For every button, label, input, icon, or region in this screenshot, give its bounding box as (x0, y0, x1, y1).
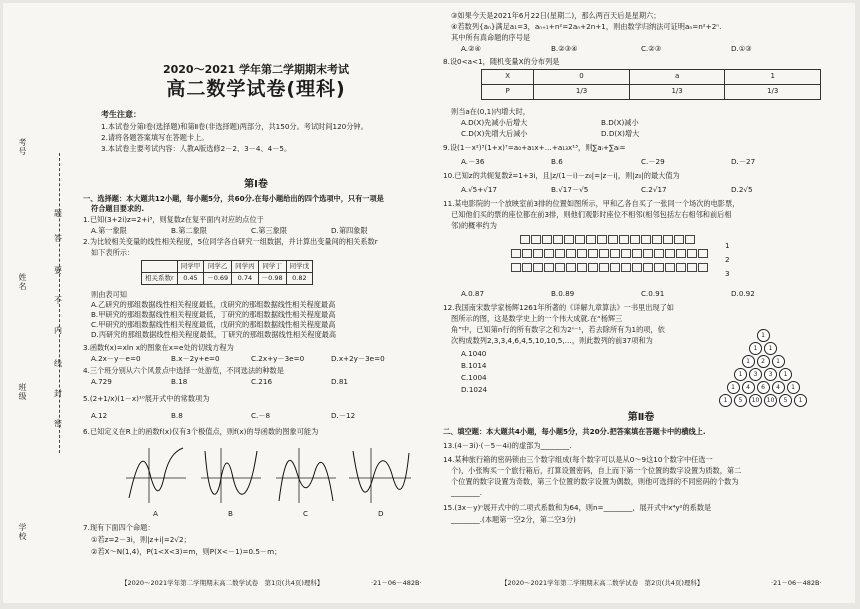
seat-box (577, 263, 587, 272)
triangle-row (703, 329, 823, 342)
exam-no-label: 考号 (18, 138, 27, 156)
class-label: 班级 (18, 383, 27, 401)
seat-box (630, 235, 640, 244)
seal-word: 要 (54, 266, 62, 275)
question-15: 15.(3x－y)ⁿ展开式中的二项式系数和为64，则n=________，展开式中x⁴y²的系数是 (443, 503, 712, 512)
table-cell: 1/3 (534, 85, 630, 100)
option: B.6 (551, 157, 563, 166)
triangle-cell: 10 (749, 394, 762, 407)
question-7: 7.现有下面四个命题： (83, 523, 155, 532)
seat-box (575, 235, 585, 244)
seat-box (544, 249, 554, 258)
question-7-statement: ④若数列{aₙ}满足a₁=3，aₙ₊₁+n²=2aₙ+2n+1，则由数学归纳法可证明aₙ=n²+2ⁿ. (451, 22, 722, 31)
seat-box (586, 235, 596, 244)
row-label: 3 (725, 269, 730, 278)
question-4-options (91, 377, 411, 387)
seat-box (533, 249, 543, 258)
section-1-title: 第Ⅰ卷 (244, 179, 268, 190)
question-4: 4.三个班分别从六个风景点中选择一处游览，不同选法的种数是 (83, 366, 284, 375)
seat-box (685, 235, 695, 244)
question-3: 3.函数f(x)=xln x的图象在x=e处的切线方程为 (83, 343, 234, 352)
option: A.②④ (461, 44, 481, 53)
page-footer: 【2020～2021学年第二学期期末高二数学试卷 第2页(共4页)理科】 (501, 579, 704, 587)
triangle-cell: 1 (772, 355, 785, 368)
option: C.216 (251, 377, 273, 386)
triangle-cell: 1 (727, 381, 740, 394)
seat-box (632, 263, 642, 272)
seat-box (588, 263, 598, 272)
option: B.D(X)减小 (601, 118, 639, 127)
question-8-options (461, 129, 741, 139)
question-8-lead: 则当a在(0,1)内增大时， (451, 107, 530, 116)
seat-box (654, 249, 664, 258)
seat-box (698, 263, 708, 272)
seat-box (621, 263, 631, 272)
option: C (303, 509, 309, 518)
seat-box (610, 249, 620, 258)
table-cell: －0.98 (258, 272, 286, 284)
seal-word: 线 (54, 359, 62, 368)
option: C.D(X)先增大后减小 (461, 129, 528, 138)
triangle-cell: 1 (794, 394, 807, 407)
triangle-cell: 4 (742, 381, 755, 394)
option: B.1014 (461, 361, 487, 370)
option: D.1024 (461, 385, 488, 394)
question-11: 11.某电影院的一个放映室前3排的位置如图所示，甲和乙各自买了一张同一个场次的电影票， (443, 199, 740, 208)
option: A.第一象限 (91, 226, 127, 235)
seat-box (522, 249, 532, 258)
table-cell: 1 (725, 70, 821, 85)
seat-box (610, 263, 620, 272)
option: D.D(X)增大 (601, 129, 640, 138)
table-cell: 相关系数r (142, 272, 178, 284)
option: A.1040 (461, 349, 487, 358)
question-8: 8.设0<a<1，随机变量X的分布列是 (443, 57, 560, 66)
triangle-cell: 1 (764, 342, 777, 355)
seat-box (553, 235, 563, 244)
seat-box (665, 249, 675, 258)
seat-box (522, 263, 532, 272)
table-cell: 1/3 (629, 85, 725, 100)
table-cell: 同学戊 (286, 261, 313, 273)
option: C.甲研究的那组数据线性相关程度最低，戊研究的那组数据线性相关程度最高 (91, 320, 336, 329)
paper-title: 高二数学试卷(理科) (166, 78, 346, 100)
question-7-statement: ③如果今天是2021年6月22日(星期二)，那么两百天后是星期六； (451, 11, 661, 20)
question-6: 6.已知定义在R上的函数f(x)仅有3个极值点，则f(x)的导函数的图象可能为 (83, 427, 319, 436)
question-13: 13.(4－3i)·(－5－4i)的虚部为________. (443, 441, 572, 450)
option: C.第三象限 (251, 226, 288, 235)
option: B.18 (171, 377, 188, 386)
notice-title: 考生注意： (101, 110, 141, 119)
question-12-cont: 图所示的图，这是数学史上的一个伟大成就.在“杨辉三 (451, 314, 623, 323)
seat-box (531, 235, 541, 244)
triangle-cell: 6 (757, 381, 770, 394)
table-cell: X (482, 70, 534, 85)
option: C.②③ (641, 44, 662, 53)
option: C.－8 (251, 411, 271, 420)
triangle-row (703, 381, 823, 394)
question-5: 5.(2+1/x)(1－x)¹⁰展开式中的常数项为 (83, 394, 210, 403)
question-10: 10.已知z的共轭复数z̄=1+3i，且|z/(1－i)－z₀|=|z－i|，则|z₀|的最大值为 (443, 171, 680, 180)
notice-item: 1.本试卷分第Ⅰ卷(选择题)和第Ⅱ卷(非选择题)两部分，共150分。考试时间120分钟。 (101, 122, 368, 131)
seat-box (597, 235, 607, 244)
seat-box (621, 249, 631, 258)
seat-box (608, 235, 618, 244)
seat-row (511, 263, 709, 277)
question-7-lead: 其中所有真命题的序号是 (451, 33, 531, 42)
table-cell: 0.82 (286, 272, 313, 284)
seat-box (520, 235, 530, 244)
option: A.乙研究的那组数据线性相关程度最低，戊研究的那组数据线性相关程度最高 (91, 300, 336, 309)
seat-row (520, 235, 709, 249)
triangle-cell: 1 (719, 394, 732, 407)
option: C.1004 (461, 373, 487, 382)
question-8-options (461, 118, 741, 128)
table-cell: 0.45 (177, 272, 204, 284)
table-cell: 1/3 (725, 85, 821, 100)
seat-box (654, 263, 664, 272)
seat-box (632, 249, 642, 258)
question-7-statement: ①若z=2－3i，则|z+i|=2√2； (91, 535, 191, 544)
seat-box (652, 235, 662, 244)
page-code: ·21－06－482B· (771, 579, 822, 587)
seal-word: 题 (54, 209, 62, 218)
question-2-cont: 如下表所示： (91, 248, 135, 257)
triangle-cell: 1 (779, 368, 792, 381)
option: D.81 (331, 377, 348, 386)
question-2-lead: 则由表可知 (91, 290, 127, 299)
page-footer: 【2020～2021学年第二学期期末高二数学试卷 第1页(共4页)理科】 (121, 579, 324, 587)
seat-box (544, 263, 554, 272)
seat-box (564, 235, 574, 244)
graph-b (201, 448, 261, 503)
option: A (153, 509, 158, 518)
seat-box (511, 263, 521, 272)
page-code: ·21－06－482B· (371, 579, 422, 587)
seat-box (663, 235, 673, 244)
triangle-cell: 1 (757, 329, 770, 342)
seat-box (665, 263, 675, 272)
table-row (482, 70, 821, 85)
question-1: 1.已知(3+2i)z=2+i³，则复数z在复平面内对应的点位于 (83, 215, 264, 224)
triangle-cell: 4 (772, 381, 785, 394)
option: A.729 (91, 377, 112, 386)
table-cell: P (482, 85, 534, 100)
seat-box (511, 249, 521, 258)
graph-a (126, 448, 186, 503)
option: A.0.87 (461, 289, 485, 298)
question-14: 14.某种旅行箱的密码锁由三个数字组成(每个数字可以是从0～9这10个数字中任选一 (443, 455, 713, 464)
page-1 (81, 3, 431, 603)
instructions-cont: 符合题目要求的. (91, 204, 145, 213)
option: C.－29 (641, 157, 665, 166)
option: A.D(X)先减小后增大 (461, 118, 528, 127)
option: D.x+2y－3e=0 (331, 354, 385, 363)
exam-title: 2020～2021 学年第二学期期末考试 (162, 63, 350, 76)
question-6-options (153, 509, 453, 519)
seat-box (698, 249, 708, 258)
triangle-cell: 5 (779, 394, 792, 407)
school-label: 学校 (18, 523, 27, 541)
option: B.②③④ (551, 44, 578, 53)
seat-box (566, 263, 576, 272)
option: D.丙研究的那组数据线性相关程度最低，丁研究的那组数据线性相关程度最高 (91, 330, 337, 339)
question-9-options (461, 157, 821, 167)
triangle-cell: 1 (749, 342, 762, 355)
option: C.2√17 (641, 185, 667, 194)
seat-box (533, 263, 543, 272)
seat-box (555, 249, 565, 258)
page-2 (441, 3, 846, 603)
seat-box (599, 249, 609, 258)
triangle-cell: 1 (787, 381, 800, 394)
table-row (142, 272, 313, 284)
table-cell: 同学丙 (232, 261, 259, 273)
option: C.0.91 (641, 289, 665, 298)
seat-box (641, 235, 651, 244)
option: B.第二象限 (171, 226, 207, 235)
table-cell (142, 261, 178, 273)
option: B.8 (171, 411, 183, 420)
question-11-options (461, 289, 821, 299)
question-3-options (91, 354, 411, 364)
triangle-cell: 10 (764, 394, 777, 407)
notice-item: 3.本试卷主要考试内容：人教A版选修2－2、3－4、4－5。 (101, 144, 292, 153)
question-15-cont: ________.(本题第一空2分，第二空3分) (451, 515, 576, 524)
table-cell: 同学丁 (258, 261, 286, 273)
table-row (482, 85, 821, 100)
seat-box (588, 249, 598, 258)
yang-hui-triangle (703, 329, 823, 407)
correlation-table (141, 260, 313, 285)
option: B.x－2y+e=0 (171, 354, 220, 363)
option: D.第四象限 (331, 226, 368, 235)
seat-box (542, 235, 552, 244)
triangle-row (703, 394, 823, 407)
seat-box (577, 249, 587, 258)
option: B (228, 509, 233, 518)
name-label: 姓名 (18, 273, 27, 291)
seat-box (687, 263, 697, 272)
option: D.0.92 (731, 289, 755, 298)
option: A.√5+√17 (461, 185, 497, 194)
option: D.－12 (331, 411, 356, 420)
question-11-cont: 已知他们买的票的座位都在前3排，则他们观影时座位不相邻(相邻包括左右相邻和前后相 (451, 210, 732, 219)
seat-box (643, 263, 653, 272)
triangle-cell: 1 (742, 355, 755, 368)
question-7-statement: ②若X～N(1,4)，P(1<X<3)=m，则P(X<－1)=0.5－m； (91, 547, 282, 556)
option: B.甲研究的那组数据线性相关程度最低，丁研究的那组数据线性相关程度最高 (91, 310, 336, 319)
question-10-options (461, 185, 821, 195)
option: B.√17－√5 (551, 185, 589, 194)
seat-diagram (511, 235, 709, 277)
section-2-title: 第Ⅱ卷 (627, 412, 655, 423)
triangle-row (703, 342, 823, 355)
triangle-cell: 2 (757, 355, 770, 368)
row-label: 2 (725, 255, 730, 264)
row-label: 1 (725, 241, 730, 250)
notice-item: 2.请将各题答案填写在答题卡上。 (101, 133, 209, 142)
distribution-table (481, 69, 821, 100)
seal-word: 内 (54, 326, 62, 335)
seat-box (619, 235, 629, 244)
table-cell: 0.74 (232, 272, 259, 284)
question-5-options (91, 411, 411, 421)
question-14-cont: 个位置的数字设置为奇数，第三个位置的数字设置为偶数，则他可选择的不同密码的个数为 (451, 477, 739, 486)
triangle-row (703, 355, 823, 368)
question-14-cont: 个)，小张购买一个旅行箱后，打算设置密码，自上而下第一个位置的数字设置为质数，第二 (451, 466, 742, 475)
table-cell: a (629, 70, 725, 85)
seat-box (676, 263, 686, 272)
question-2: 2.为比较相关变量的线性相关程度，5位同学各自研究一组数据，并计算出变量间的相关系数r (83, 237, 378, 246)
question-1-options (91, 226, 411, 236)
option: D.①③ (731, 44, 752, 53)
instructions: 一、选择题：本大题共12小题，每小题5分，共60分.在每小题给出的四个选项中，只有一项是 (83, 194, 384, 203)
option: A.12 (91, 411, 108, 420)
seat-box (643, 249, 653, 258)
option: D (378, 509, 384, 518)
exam-sheet (3, 3, 855, 603)
table-cell: 同学甲 (177, 261, 204, 273)
seat-box (676, 249, 686, 258)
seat-box (687, 249, 697, 258)
question-12-cont: 角”中，已知第n行的所有数字之和为2ⁿ⁻¹，若去除所有为1的项，依 (451, 325, 665, 334)
option: D.2√5 (731, 185, 753, 194)
triangle-row (703, 368, 823, 381)
seat-box (555, 263, 565, 272)
triangle-cell: 1 (734, 368, 747, 381)
question-11-cont: 邻)的概率约为 (451, 221, 497, 230)
question-12: 12.我国南宋数学家杨辉1261年所著的《详解九章算法》一书里出现了如 (443, 303, 674, 312)
seat-row (511, 249, 709, 263)
binding-strip (3, 3, 78, 603)
triangle-cell: 5 (734, 394, 747, 407)
seal-word: 封 (54, 389, 62, 398)
option: B.0.89 (551, 289, 575, 298)
table-cell: －0.69 (204, 272, 232, 284)
seal-word: 不 (54, 296, 62, 305)
derivative-graphs (121, 443, 421, 508)
option: A.2x－y－e=0 (91, 354, 141, 363)
question-14-cont: ________. (451, 488, 483, 497)
option: C.2x+y－3e=0 (251, 354, 305, 363)
table-row (142, 261, 313, 273)
table-cell: 同学乙 (204, 261, 232, 273)
triangle-cell: 3 (749, 368, 762, 381)
graph-c (276, 448, 336, 503)
option: D.－27 (731, 157, 756, 166)
question-12-cont: 次构成数列2,3,3,4,6,4,5,10,10,5,…，则此数列的前37项和为 (451, 336, 653, 345)
graph-d (349, 448, 411, 503)
seat-box (599, 263, 609, 272)
option: A.－36 (461, 157, 485, 166)
seat-box (674, 235, 684, 244)
question-9: 9.设(1－x²)³(1+x)⁷=a₀+a₁x+…+a₁₃x¹³，则∑aᵢ+∑aᵢ= (443, 143, 626, 152)
seal-word: 答 (54, 234, 62, 243)
seat-box (566, 249, 576, 258)
seal-word: 密 (54, 419, 62, 428)
question-7-options (461, 44, 821, 54)
triangle-cell: 3 (764, 368, 777, 381)
instructions: 二、填空题：本大题共4小题，每小题5分，共20分.把答案填在答题卡中的横线上. (443, 427, 706, 436)
table-cell: 0 (534, 70, 630, 85)
